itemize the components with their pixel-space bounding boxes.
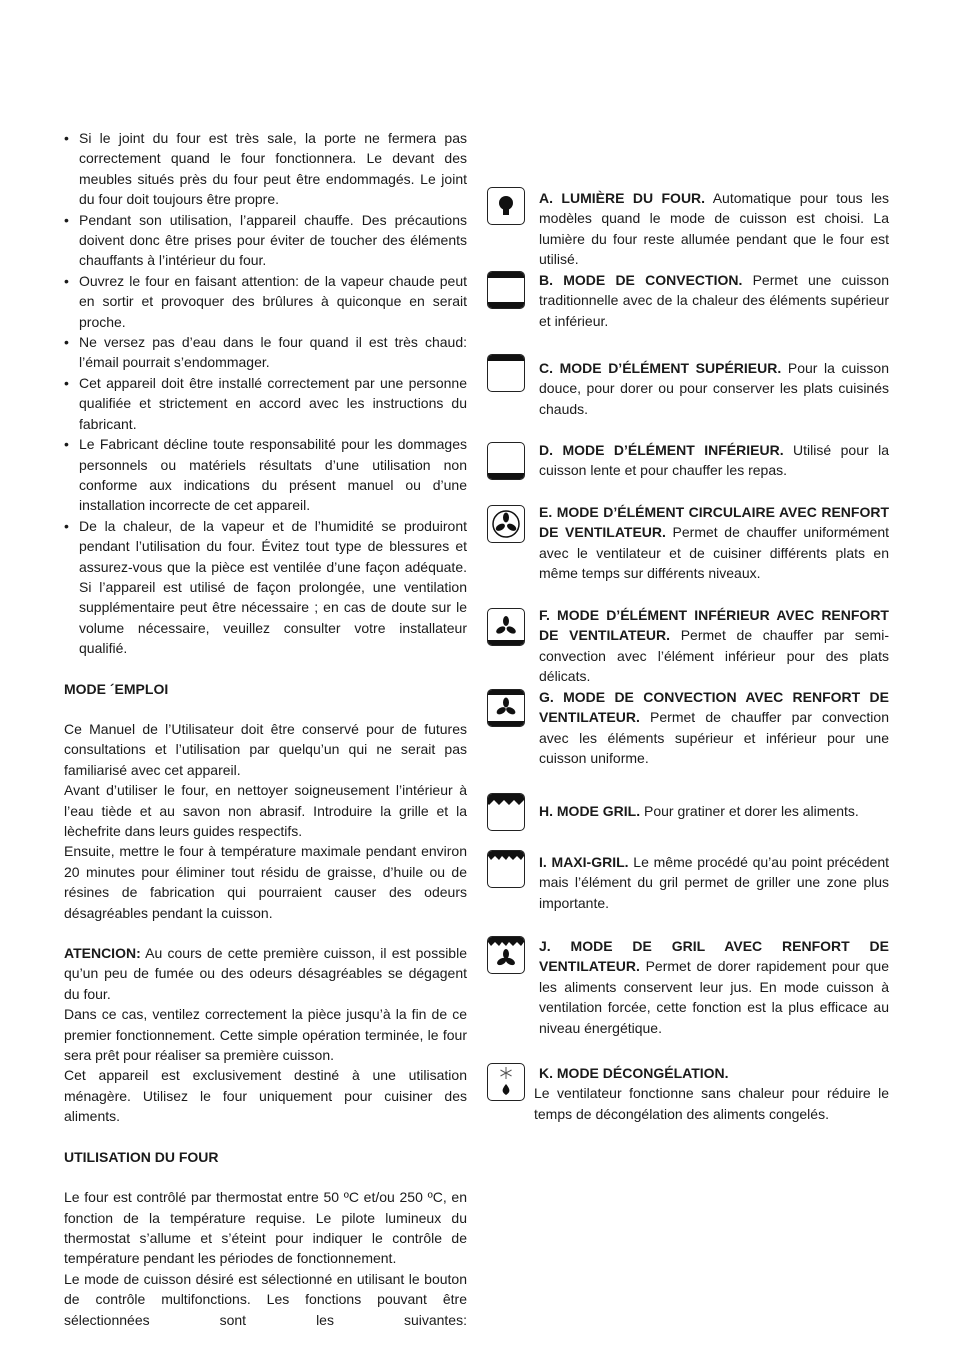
mode-item-f <box>487 605 889 687</box>
mode-item-b <box>487 270 889 331</box>
fan-grill-icon <box>487 936 525 974</box>
atencion-text: Au cours de cette première cuisson, il est possible qu’un peu de fumée ou des odeurs désagréables se dégagent du four. <box>64 945 467 1002</box>
atencion-paragraph-3: Cet appareil est exclusivement destiné à une utilisation ménagère. Utilisez le four uniquement pour cuisiner des aliments. <box>64 1067 467 1125</box>
bullet-item: • Le Fabricant décline toute responsabilité pour les dommages personnels ou matériels résultats d’une utilisation non conforme aux indications du présent manuel ou d’une installation incorrecte de cet appareil. <box>64 434 467 516</box>
bullet-item: • Si le joint du four est très sale, la porte ne fermera pas correctement quand le four fonctionnera. Le devant des meubles situés près du four peut être endommagés. Le joint du four doit toujours être propre. <box>64 128 467 210</box>
defrost-icon <box>487 1063 525 1101</box>
circular-fan-icon <box>487 505 525 543</box>
left-column <box>64 128 467 1330</box>
mode-text: Le même procédé qu’au point précédent mais l’élément du gril permet de griller une zone plus importante. <box>539 854 889 911</box>
mode-title: E. MODE D’ÉLÉMENT CIRCULAIRE AVEC RENFORT DE VENTILATEUR. <box>539 504 889 541</box>
mode-emploi-heading: MODE ´EMPLOI <box>64 680 169 697</box>
mode-item-k <box>487 1063 889 1124</box>
mode-emploi-paragraph: Ensuite, mettre le four à température maximale pendant environ 20 minutes pour éliminer tout résidu de graisse, d’huile ou de résines de fabrication qui pourraient causer des odeurs désagréables pendant la cuisson. <box>64 843 467 921</box>
grill-icon <box>487 793 525 831</box>
utilisation-text: Le mode de cuisson désiré est sélectionné en utilisant le bouton de contrôle multifonctions. Les fonctions pouvant être sélectionnées sont les suivantes: <box>64 1270 467 1328</box>
mode-item-e <box>487 502 889 584</box>
mode-title: F. MODE D’ÉLÉMENT INFÉRIEUR AVEC RENFORT DE VENTILATEUR. <box>539 607 889 644</box>
mode-title: J. MODE DE GRIL AVEC RENFORT DE VENTILATEUR. <box>539 938 889 975</box>
mode-text: Permet de chauffer uniformément avec le ventilateur et de cuisiner différents plats en même temps sur différents niveaux. <box>539 524 890 582</box>
mode-item-g <box>487 687 889 769</box>
atencion-label: ATENCION: <box>64 945 141 962</box>
mode-text: Automatique pour tous les modèles quand le mode de cuisson est choisi. La lumière du four reste allumée pendant que le four est utilisé. <box>539 190 889 268</box>
mode-text: Permet de dorer rapidement pour que les aliments conservent leur jus. En mode cuisson à ventilation forcée, cette fonction est la plus efficace au niveau énergétique. <box>539 958 890 1036</box>
oven-light-icon <box>487 187 525 225</box>
mode-item-i <box>487 852 889 913</box>
bullet-item: • De la chaleur, de la vapeur et de l’humidité se produiront pendant l’utilisation du four. Évitez tout type de blessures et assurez-vous que la pièce est ventilée d’une façon adéquate. Si l’appareil est utilisé de façon prolongée, une ventilation supplémentaire peut être nécessaire ; en cas de doute sur le volume nécessaire, veuillez consulter votre installateur qualifié. <box>64 516 467 659</box>
bottom-fan-icon <box>487 608 525 646</box>
mode-text: Pour la cuisson douce, pour dorer ou pour conserver les plats cuisinés chauds. <box>539 360 890 417</box>
bullet-item: • Cet appareil doit être installé correctement par une personne qualifiée et strictement en accord avec les instructions du fabricant. <box>64 373 467 434</box>
atencion-paragraph-2: Dans ce cas, ventilez correctement la pièce jusqu’à la fin de ce premier fonctionnement. Cette simple opération terminée, le four sera prêt pour réaliser sa première cuisson. <box>64 1006 467 1064</box>
mode-title: G. MODE DE CONVECTION AVEC RENFORT DE VENTILATEUR. <box>539 689 889 726</box>
bullet-item: • Pendant son utilisation, l’appareil chauffe. Des précautions doivent donc être prises pour éviter de toucher des éléments chauffants à l’intérieur du four. <box>64 210 467 271</box>
mode-title: H. MODE GRIL. <box>539 803 641 819</box>
mode-emploi-paragraph: Ce Manuel de l’Utilisateur doit être conservé pour de futures consultations et l’utilisation par quelqu’un qui ne serait pas familiarisé avec cet appareil. <box>64 720 467 778</box>
bullet-item: • Ouvrez le four en faisant attention: de la vapeur chaude peut en sortir et provoquer des brûlures à quiconque en serait proche. <box>64 271 467 332</box>
mode-text: Pour gratiner et dorer les aliments. <box>644 803 859 819</box>
mode-item-j <box>487 936 889 1038</box>
utilisation-paragraph-2 <box>64 1269 467 1330</box>
maxi-grill-icon <box>487 850 525 888</box>
convection-fan-icon <box>487 689 525 727</box>
mode-title: D. MODE D’ÉLÉMENT INFÉRIEUR. <box>539 442 784 458</box>
safety-bullets <box>64 128 467 659</box>
mode-text: Utilisé pour la cuisson lente et pour chauffer les repas. <box>539 442 889 479</box>
utilisation-paragraph: Le four est contrôlé par thermostat entre 50 ºC et/ou 250 ºC, en fonction de la température requise. Le pilote lumineux du thermostat s’allume et s’éteint pour indiquer le contrôle de température pendant les périodes de fonctionnement. <box>64 1189 467 1267</box>
bottom-element-icon <box>487 442 525 480</box>
mode-text: Permet une cuisson traditionnelle avec de la chaleur des éléments supérieur et inférieur. <box>539 272 889 329</box>
mode-item-c <box>487 358 889 419</box>
convection-icon <box>487 271 525 309</box>
mode-text: Permet de chauffer par semi-convection avec l’élément inférieur pour des plats délicats. <box>539 627 889 685</box>
utilisation-heading: UTILISATION DU FOUR <box>64 1148 219 1165</box>
mode-item-d <box>487 440 889 481</box>
mode-item-h <box>487 801 889 821</box>
mode-title: B. MODE DE CONVECTION. <box>539 272 743 288</box>
mode-item-a <box>487 188 889 270</box>
mode-text: Permet de chauffer par convection avec les éléments supérieur et inférieur pour une cuisson uniforme. <box>539 709 889 767</box>
top-element-icon <box>487 354 525 392</box>
mode-emploi-paragraph: Avant d’utiliser le four, en nettoyer soigneusement l’intérieur à l’eau tiède et au savon non abrasif. Introduire la grille et la lèchefrite dans leurs guides respectifs. <box>64 782 467 839</box>
atencion-paragraph <box>64 943 467 1004</box>
mode-title: C. MODE D’ÉLÉMENT SUPÉRIEUR. <box>539 360 782 376</box>
mode-title: K. MODE DÉCONGÉLATION. <box>539 1065 729 1081</box>
mode-title: A. LUMIÈRE DU FOUR. <box>539 190 706 206</box>
mode-text: Le ventilateur fonctionne sans chaleur pour réduire le temps de décongélation des aliments congelés. <box>534 1085 889 1122</box>
mode-title: I. MAXI-GRIL. <box>539 854 629 870</box>
bullet-item: • Ne versez pas d’eau dans le four quand il est très chaud: l’émail pourrait s’endommager. <box>64 332 467 373</box>
